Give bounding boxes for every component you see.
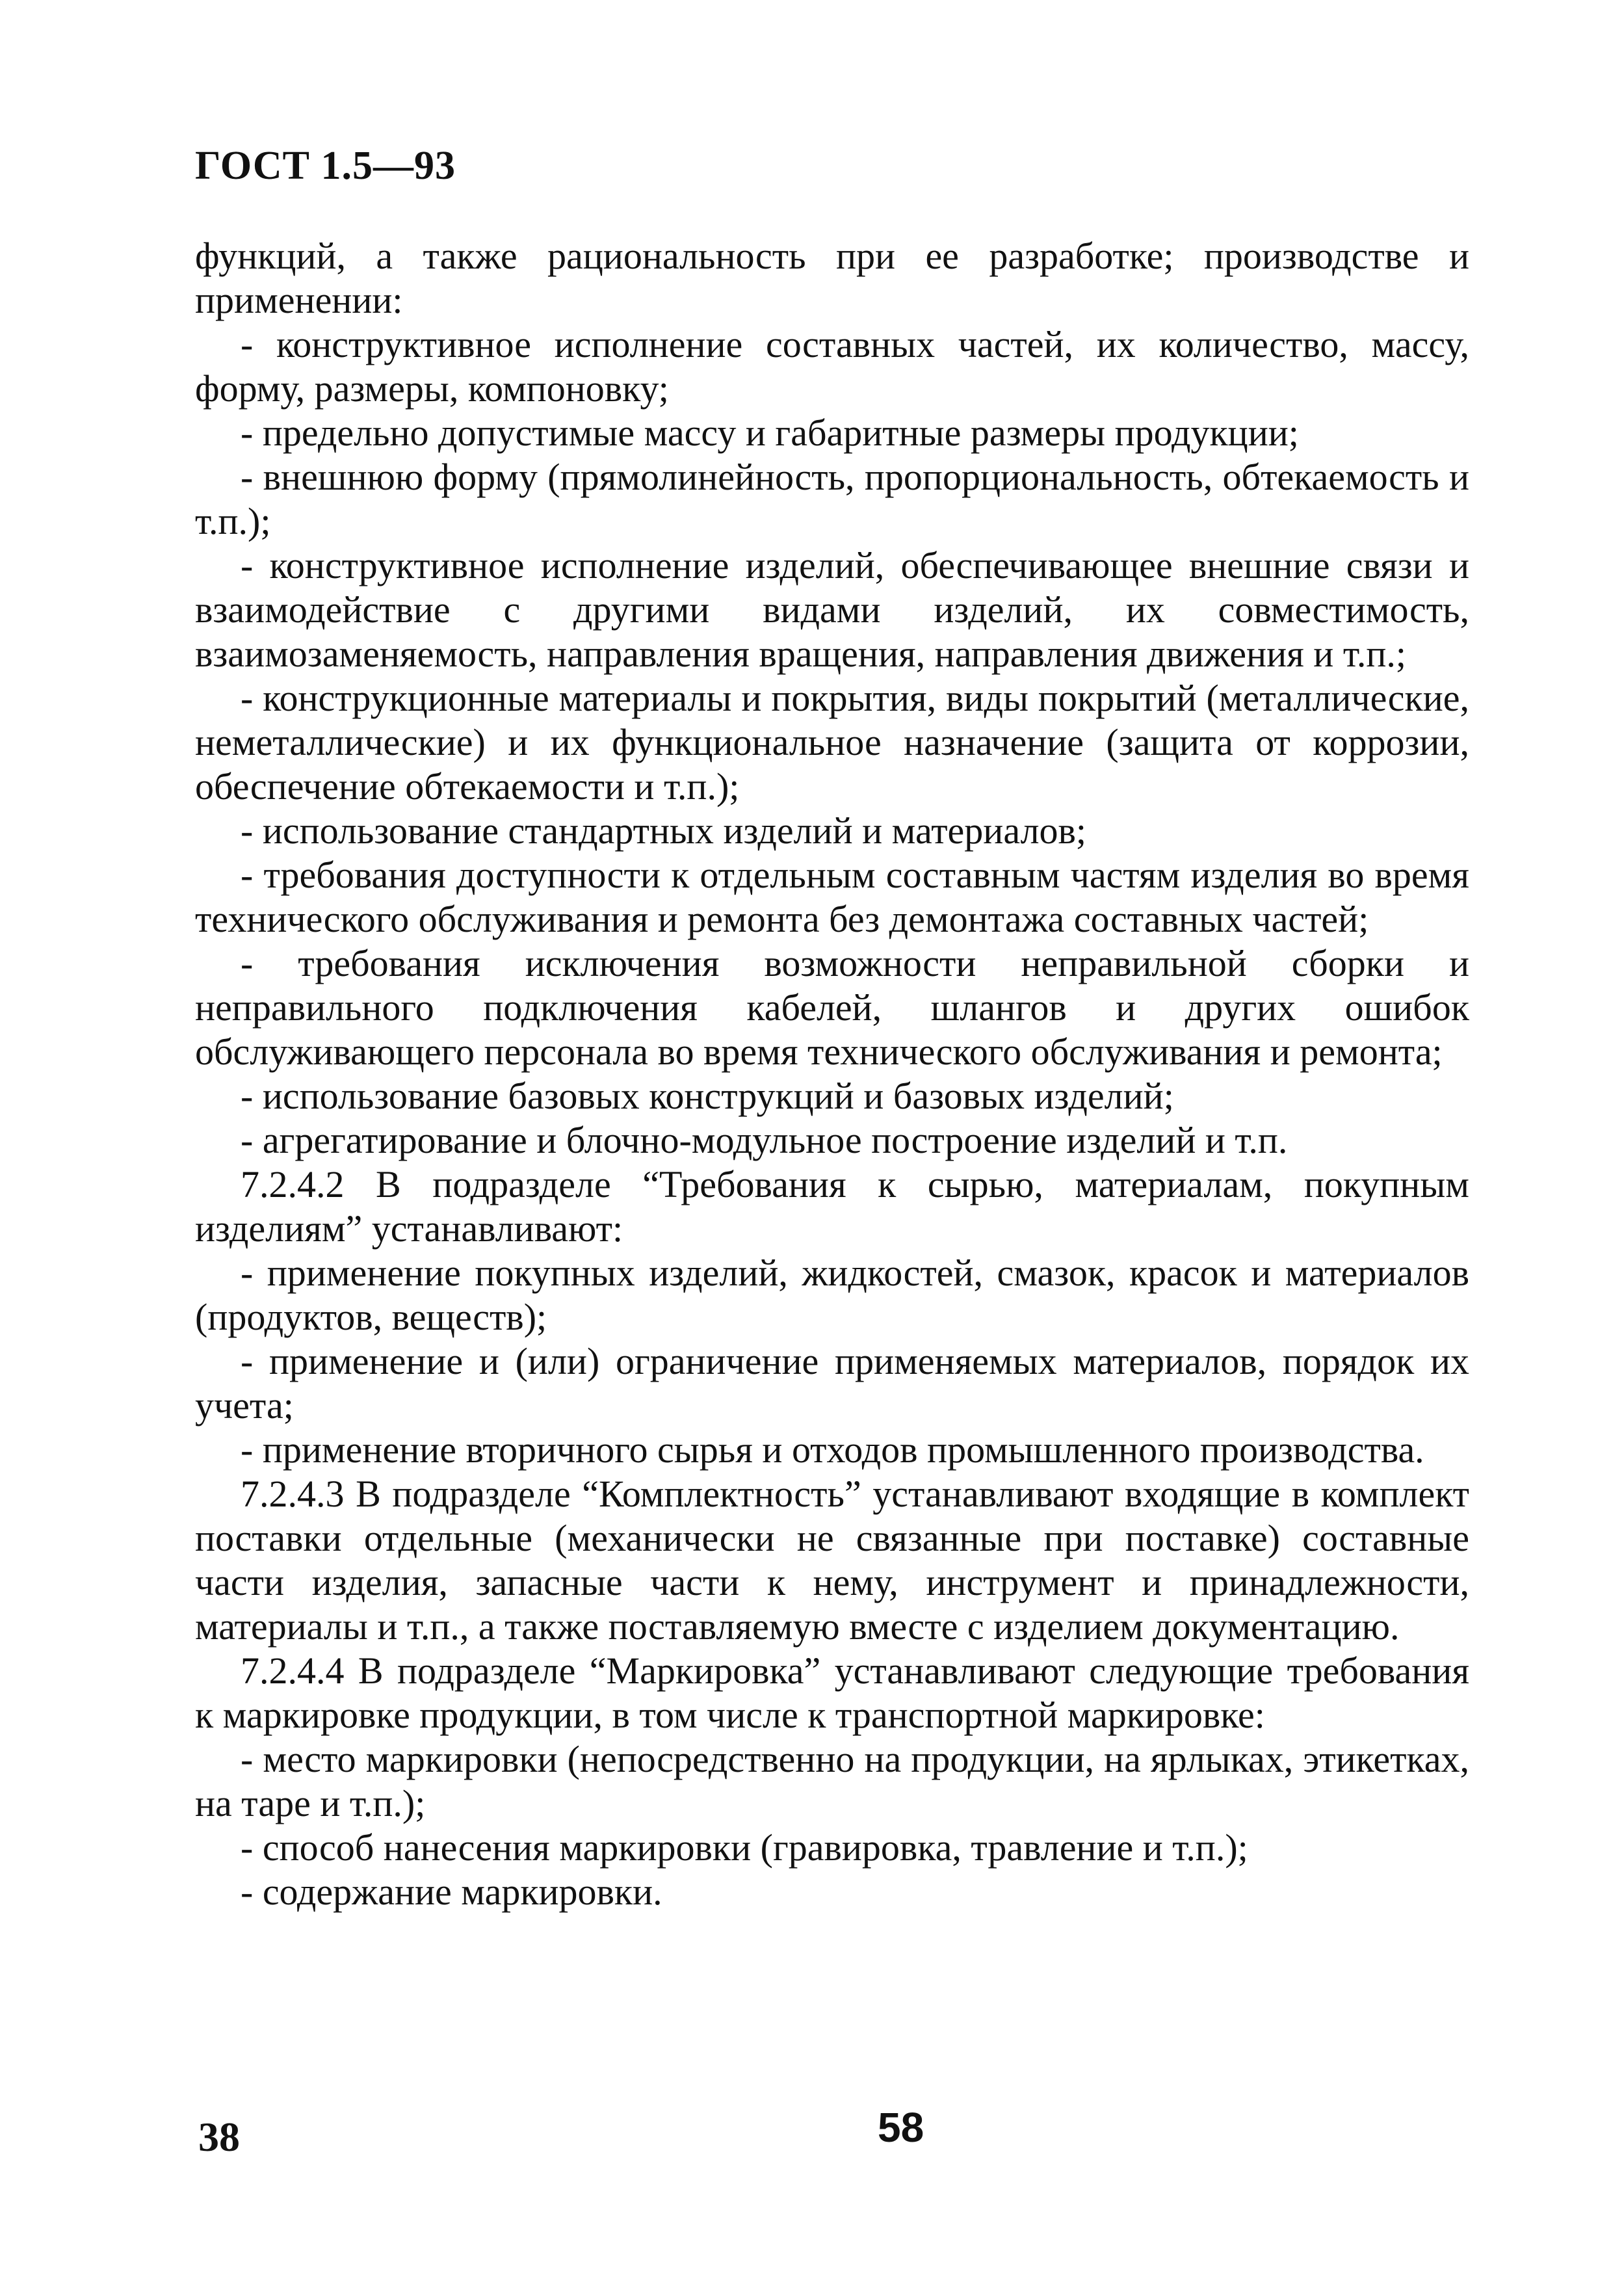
- paragraph: - внешнюю форму (прямолинейность, пропорциональность, обтекаемость и т.п.);: [195, 456, 1469, 542]
- paragraph: - агрегатирование и блочно-модульное построение изделий и т.п.: [241, 1119, 1288, 1161]
- paragraph: - использование базовых конструкций и базовых изделий;: [241, 1075, 1174, 1117]
- section-paragraph: 7.2.4.3 В подразделе “Комплектность” устанавливают входящие в комплект поставки отдельные (механически не связанные при поставке) составные части изделия, запасные части к нему, инструмент и принадлежности, материалы и т.п., а также поставляемую вместе с изделием документацию.: [195, 1473, 1469, 1648]
- paragraph: - применение покупных изделий, жидкостей, смазок, красок и материалов (продуктов, веществ);: [195, 1252, 1469, 1338]
- paragraph: функций, а также рациональность при ее разработке; производстве и применении:: [195, 235, 1469, 321]
- document-body: [195, 234, 1469, 1914]
- paragraph: - применение вторичного сырья и отходов промышленного производства.: [241, 1428, 1424, 1471]
- paragraph: - предельно допустимые массу и габаритные размеры продукции;: [241, 412, 1299, 454]
- section-paragraph: 7.2.4.2 В подразделе “Требования к сырью, материалам, покупным изделиям” устанавливают:: [195, 1163, 1469, 1250]
- section-paragraph: 7.2.4.4 В подразделе “Маркировка” устанавливают следующие требования к маркировке продукции, в том числе к транспортной маркировке:: [195, 1650, 1469, 1736]
- paragraph: - содержание маркировки.: [241, 1871, 662, 1913]
- paragraph: - способ нанесения маркировки (гравировка, травление и т.п.);: [241, 1826, 1248, 1869]
- paragraph: - конструктивное исполнение изделий, обеспечивающее внешние связи и взаимодействие с другими видами изделий, их совместимость, взаимозаменяемость, направления вращения, направления движения и т.п.;: [195, 544, 1469, 675]
- paragraph: - конструкционные материалы и покрытия, виды покрытий (металлические, неметаллические) и их функциональное назначение (защита от коррозии, обеспечение обтекаемости и т.п.);: [195, 677, 1469, 808]
- page-number-left: 38: [198, 2114, 240, 2160]
- paragraph: - место маркировки (непосредственно на продукции, на ярлыках, этикетках, на таре и т.п.);: [195, 1738, 1469, 1824]
- paragraph: - использование стандартных изделий и материалов;: [241, 809, 1087, 852]
- paragraph: - конструктивное исполнение составных частей, их количество, массу, форму, размеры, компоновку;: [195, 323, 1469, 410]
- paragraph: - требования доступности к отдельным составным частям изделия во время технического обслуживания и ремонта без демонтажа составных частей;: [195, 854, 1469, 940]
- paragraph: - применение и (или) ограничение применяемых материалов, порядок их учета;: [195, 1340, 1469, 1427]
- page-number-center: 58: [878, 2104, 924, 2151]
- paragraph: - требования исключения возможности неправильной сборки и неправильного подключения кабелей, шлангов и других ошибок обслуживающего персонала во время технического обслуживания и ремонта;: [195, 942, 1469, 1073]
- document-header: ГОСТ 1.5—93: [195, 144, 456, 188]
